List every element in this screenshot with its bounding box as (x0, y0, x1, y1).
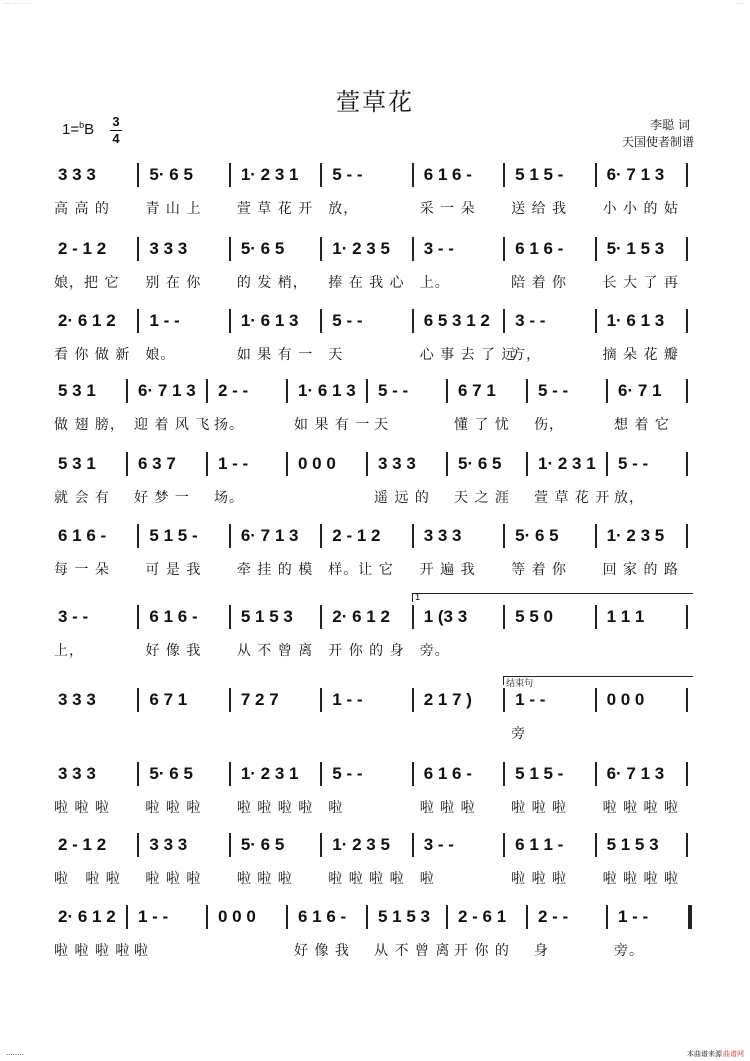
lyrics-line (52, 640, 702, 660)
measure-lyrics: 好 像 我 (145, 643, 202, 659)
barline (366, 379, 368, 403)
barline (526, 452, 528, 476)
measure-lyrics: 天 (328, 347, 344, 363)
measure-lyrics: 高 高 的 (54, 201, 110, 217)
barline (320, 524, 322, 548)
measure-lyrics: 旁 (511, 726, 527, 742)
lyrics-line (52, 198, 702, 218)
measure-notes: 2 1 7 ) (423, 690, 472, 709)
measure-notes: 5· 6 5 (149, 165, 193, 184)
measure-notes: 5 1 5 - (515, 165, 564, 184)
lyrics-line (52, 272, 702, 292)
measure-lyrics: 的 发 梢， (236, 275, 308, 291)
measure-lyrics: 送 给 我 (511, 201, 568, 217)
barline (595, 762, 597, 786)
measure-notes: 7 2 7 (240, 690, 279, 709)
measure-notes: 5 - - (332, 311, 363, 330)
lyrics-line (52, 559, 702, 579)
measure-lyrics: 如 果 有 一 (294, 417, 371, 433)
measure-notes: 5 - - (618, 454, 649, 473)
measure-lyrics: 啦 啦 啦 (54, 800, 110, 816)
key-flat-symbol: b (79, 120, 85, 130)
measure-notes: 3 - - (423, 835, 454, 854)
barline (686, 379, 688, 403)
song-title: 萱草花 (336, 88, 414, 116)
barline (320, 833, 322, 857)
measure-notes: 0 0 0 (218, 907, 256, 926)
measure-lyrics: 萱 草 花 开 (534, 490, 611, 506)
measure-notes: 3 3 3 (423, 526, 462, 545)
barline (595, 524, 597, 548)
measure-notes: 5 - - (332, 764, 363, 783)
barline (286, 905, 288, 929)
measure-lyrics: 扬。 (214, 417, 244, 433)
final-barline (688, 905, 692, 929)
measure-notes: 6· 7 1 (618, 381, 662, 400)
barline (503, 237, 505, 261)
measure-lyrics: 旁。 (419, 643, 450, 659)
measure-lyrics: 长 大 了 再 (602, 275, 679, 291)
measure-notes: 6 1 6 - (149, 607, 198, 626)
barline (686, 833, 688, 857)
barline (595, 309, 597, 333)
arranger-credit: 天国使者制谱 (621, 135, 694, 149)
measure-notes: 3 - - (58, 607, 89, 626)
notes-line (52, 605, 702, 645)
measure-notes: 2· 6 1 2 (58, 311, 116, 330)
barline (412, 762, 414, 786)
measure-lyrics: 啦 啦 啦 啦 (54, 943, 131, 959)
key-signature (62, 120, 94, 138)
measure-notes: 1· 2 3 1 (240, 764, 299, 783)
barline (137, 309, 139, 333)
measure-notes: 5 3 1 (58, 381, 96, 400)
notes-line (52, 237, 702, 277)
notes-line (52, 379, 702, 419)
measure-lyrics: 每 一 朵 (54, 562, 110, 578)
barline (229, 833, 231, 857)
time-signature (110, 114, 122, 147)
measure-lyrics: 啦 啦 啦 (145, 871, 202, 887)
measure-notes: 2 - 1 2 (332, 526, 381, 545)
measure-notes: 2 - 1 2 (58, 239, 107, 258)
barline (595, 688, 597, 712)
measure-lyrics: 天 之 涯 (454, 490, 510, 506)
measure-notes: 2 - 6 1 (458, 907, 507, 926)
barline (503, 762, 505, 786)
measure-notes: 5· 6 5 (515, 526, 559, 545)
barline (126, 905, 128, 929)
measure-lyrics: 可 是 我 (145, 562, 202, 578)
volta-label: 结束句 (506, 679, 534, 689)
barline (206, 905, 208, 929)
footer-left: ········ (6, 1051, 24, 1059)
measure-notes: 3 3 3 (149, 239, 188, 258)
measure-lyrics: 开 你 的 身 (328, 643, 405, 659)
notes-line (52, 163, 702, 203)
measure-notes: 5 5 0 (515, 607, 553, 626)
barline (229, 605, 231, 629)
notes-line (52, 524, 702, 564)
meter-bottom: 4 (112, 131, 120, 146)
lyrics-line (52, 723, 702, 743)
measure-lyrics: 如 果 有 一 (236, 347, 314, 363)
measure-notes: 1 - - (138, 907, 169, 926)
lyricist-credit: 李聪 词 (650, 118, 690, 132)
measure-lyrics: 上， (54, 643, 84, 659)
barline (366, 905, 368, 929)
measure-notes: 3 3 3 (378, 454, 416, 473)
barline (412, 688, 414, 712)
lyrics-line (52, 868, 702, 888)
barline (412, 309, 414, 333)
measure-lyrics: 啦 啦 啦 (236, 871, 293, 887)
key-prefix: 1= (62, 121, 80, 138)
measure-lyrics: 好 梦 一 (134, 490, 190, 506)
measure-lyrics: 陪 着 你 (511, 275, 568, 291)
measure-notes: 2 - - (218, 381, 249, 400)
measure-lyrics: 啦 (328, 800, 344, 816)
barline (446, 905, 448, 929)
measure-lyrics: 懂 了 忧 (454, 417, 510, 433)
barline (229, 309, 231, 333)
barline (320, 688, 322, 712)
measure-notes: 5 - - (332, 165, 363, 184)
measure-notes: 5 3 1 (58, 454, 96, 473)
measure-lyrics: 摘 朵 花 瓣 (602, 347, 679, 363)
measure-lyrics: 看 你 做 新 (54, 347, 131, 363)
measure-lyrics: 啦 啦 啦 啦 (602, 800, 679, 816)
measure-notes: 5 1 5 - (149, 526, 198, 545)
barline (606, 452, 608, 476)
measure-lyrics: 遥 远 的 (374, 490, 430, 506)
measure-lyrics: 萱 草 花 开 (236, 201, 314, 217)
measure-lyrics: 开 你 的 (454, 943, 510, 959)
barline (320, 605, 322, 629)
barline (412, 605, 414, 629)
measure-lyrics: 牵 挂 的 模 (236, 562, 314, 578)
barline (206, 452, 208, 476)
measure-notes: 3 3 3 (58, 690, 96, 709)
measure-lyrics: 啦 啦 啦 啦 (236, 800, 314, 816)
barline (686, 452, 688, 476)
barline (229, 163, 231, 187)
measure-notes: 0 0 0 (298, 454, 336, 473)
lyrics-line (52, 797, 702, 817)
measure-notes: 1 - - (618, 907, 649, 926)
barline (137, 163, 139, 187)
measure-notes: 6 1 6 - (298, 907, 347, 926)
measure-notes: 6 3 7 (138, 454, 176, 473)
notes-line (52, 309, 702, 349)
measure-lyrics: 娘，把 它 (54, 275, 120, 291)
measure-lyrics: 小 小 的 姑 (602, 201, 679, 217)
measure-notes: 1· 2 3 5 (332, 835, 390, 854)
lyrics-line (52, 344, 702, 364)
barline (137, 524, 139, 548)
measure-lyrics: 青 山 上 (145, 201, 202, 217)
measure-notes: 2 - 1 2 (58, 835, 107, 854)
measure-notes: 1· 2 3 1 (240, 165, 299, 184)
measure-notes: 3 3 3 (149, 835, 188, 854)
barline (320, 163, 322, 187)
measure-notes: 6· 7 1 3 (606, 764, 665, 783)
measure-lyrics: 伤， (534, 417, 564, 433)
measure-notes: 1 - - (218, 454, 249, 473)
barline (366, 452, 368, 476)
barline (137, 762, 139, 786)
notes-line (52, 452, 702, 492)
measure-lyrics: 开 遍 我 (419, 562, 476, 578)
measure-lyrics: 上。 (419, 275, 450, 291)
measure-notes: 1· 6 1 3 (240, 311, 299, 330)
measure-lyrics: 场。 (214, 490, 244, 506)
measure-lyrics: 旁。 (614, 943, 644, 959)
barline (526, 905, 528, 929)
measure-lyrics: 心 事 去 了 远 (419, 347, 517, 363)
barline (286, 379, 288, 403)
barline (595, 833, 597, 857)
measure-notes: 1· 2 3 5 (332, 239, 390, 258)
meter-top: 3 (112, 114, 120, 129)
measure-notes: 6· 7 1 3 (138, 381, 196, 400)
barline (606, 379, 608, 403)
barline (503, 688, 505, 712)
measure-lyrics: 就 会 有 (54, 490, 110, 506)
measure-lyrics: 做 翅 膀， (54, 417, 125, 433)
barline (686, 688, 688, 712)
volta-label: 1 (414, 593, 421, 603)
measure-notes: 5· 6 5 (458, 454, 502, 473)
footer-source: 本曲谱来源 (687, 1050, 722, 1058)
measure-notes: 6 1 1 - (515, 835, 564, 854)
measure-notes: 6 1 6 - (423, 165, 472, 184)
measure-notes: 3 3 3 (58, 764, 96, 783)
measure-lyrics: 等 着 你 (511, 562, 568, 578)
barline (137, 833, 139, 857)
barline (137, 237, 139, 261)
key-note: B (84, 121, 95, 138)
measure-notes: 6· 7 1 3 (606, 165, 665, 184)
measure-notes: 5· 6 5 (149, 764, 193, 783)
measure-notes: 5 1 5 3 (240, 607, 293, 626)
barline (320, 237, 322, 261)
measure-lyrics: 啦 (134, 943, 149, 959)
measure-notes: 1 1 1 (606, 607, 645, 626)
measure-notes: 2 - - (538, 907, 569, 926)
footer-site: 曲谱网 (723, 1050, 744, 1058)
barline (595, 237, 597, 261)
measure-notes: 6 7 1 (458, 381, 496, 400)
barline (229, 688, 231, 712)
measure-lyrics: 迎 着 风 飞 (134, 417, 211, 433)
barline (446, 379, 448, 403)
barline (412, 237, 414, 261)
barline (686, 237, 688, 261)
lyrics-line (52, 414, 702, 434)
measure-lyrics: 天 (374, 417, 389, 433)
measure-lyrics: 方， (511, 347, 542, 363)
barline (229, 524, 231, 548)
measure-notes: 6 5 3 1 2 (423, 311, 490, 330)
measure-notes: 5· 1 5 3 (606, 239, 665, 258)
measure-lyrics: 放， (328, 201, 359, 217)
barline (137, 605, 139, 629)
measure-lyrics: 啦 啦 啦 (54, 871, 121, 887)
measure-notes: 3 3 3 (58, 165, 96, 184)
barline (320, 762, 322, 786)
barline (286, 452, 288, 476)
measure-lyrics: 样。让 它 (328, 562, 394, 578)
barline (126, 452, 128, 476)
notes-line (52, 833, 702, 873)
measure-notes: 1 - - (515, 690, 546, 709)
measure-notes: 5 - - (378, 381, 409, 400)
measure-lyrics: 啦 啦 啦 啦 (328, 871, 405, 887)
measure-lyrics: 身 (534, 943, 549, 959)
measure-notes: 5· 6 5 (240, 835, 285, 854)
barline (412, 833, 414, 857)
barline (686, 605, 688, 629)
measure-lyrics: 别 在 你 (145, 275, 202, 291)
measure-notes: 2· 6 1 2 (58, 907, 116, 926)
barline (412, 163, 414, 187)
measure-lyrics: 娘。 (145, 347, 176, 363)
corner-mark-left: ····· ····· ····· (4, 1, 32, 7)
measure-notes: 3 - - (515, 311, 546, 330)
measure-notes: 5 1 5 3 (378, 907, 430, 926)
measure-lyrics: 从 不 曾 离 (236, 643, 314, 659)
barline (126, 379, 128, 403)
barline (595, 605, 597, 629)
volta-bracket (412, 593, 693, 602)
measure-lyrics: 回 家 的 路 (602, 562, 679, 578)
barline (320, 309, 322, 333)
barline (595, 163, 597, 187)
barline (686, 163, 688, 187)
barline (503, 524, 505, 548)
measure-notes: 1· 6 1 3 (606, 311, 665, 330)
barline (686, 524, 688, 548)
measure-notes: 1 (3 3 (423, 607, 468, 626)
notes-line (52, 905, 702, 945)
measure-lyrics: 从 不 曾 离 (374, 943, 451, 959)
measure-notes: 1· 2 3 5 (606, 526, 665, 545)
measure-notes: 5 1 5 3 (606, 835, 659, 854)
measure-notes: 1 - - (332, 690, 363, 709)
measure-notes: 6 1 6 - (423, 764, 472, 783)
corner-mark-right: ····· (736, 1, 744, 7)
barline (229, 237, 231, 261)
measure-notes: 6 1 6 - (58, 526, 107, 545)
measure-notes: 5 1 5 - (515, 764, 564, 783)
measure-lyrics: 啦 啦 啦 (511, 800, 568, 816)
measure-lyrics: 想 着 它 (614, 417, 670, 433)
barline (137, 688, 139, 712)
measure-lyrics: 啦 啦 啦 (419, 800, 476, 816)
measure-notes: 6 1 6 - (515, 239, 564, 258)
barline (446, 452, 448, 476)
barline (503, 309, 505, 333)
measure-notes: 5· 6 5 (240, 239, 285, 258)
measure-lyrics: 啦 (419, 871, 435, 887)
measure-notes: 2· 6 1 2 (332, 607, 390, 626)
barline (503, 163, 505, 187)
barline (686, 762, 688, 786)
measure-lyrics: 捧 在 我 心 (328, 275, 405, 291)
barline (229, 762, 231, 786)
measure-notes: 1 - - (149, 311, 180, 330)
barline (206, 379, 208, 403)
measure-lyrics: 采 一 朵 (419, 201, 476, 217)
measure-notes: 5 - - (538, 381, 569, 400)
measure-notes: 1· 2 3 1 (538, 454, 596, 473)
measure-lyrics: 啦 啦 啦 啦 (602, 871, 679, 887)
lyrics-line (52, 940, 702, 960)
measure-lyrics: 啦 啦 啦 (511, 871, 568, 887)
measure-notes: 6 7 1 (149, 690, 188, 709)
notes-line (52, 762, 702, 802)
barline (686, 309, 688, 333)
barline (412, 524, 414, 548)
barline (503, 605, 505, 629)
measure-notes: 1· 6 1 3 (298, 381, 356, 400)
measure-notes: 3 - - (423, 239, 454, 258)
barline (526, 379, 528, 403)
measure-lyrics: 啦 啦 啦 (145, 800, 202, 816)
barline (503, 833, 505, 857)
measure-lyrics: 好 像 我 (294, 943, 350, 959)
notes-line (52, 688, 702, 728)
measure-notes: 0 0 0 (606, 690, 645, 709)
lyrics-line (52, 487, 702, 507)
barline (606, 905, 608, 929)
measure-lyrics: 放， (614, 490, 644, 506)
measure-notes: 6· 7 1 3 (240, 526, 299, 545)
